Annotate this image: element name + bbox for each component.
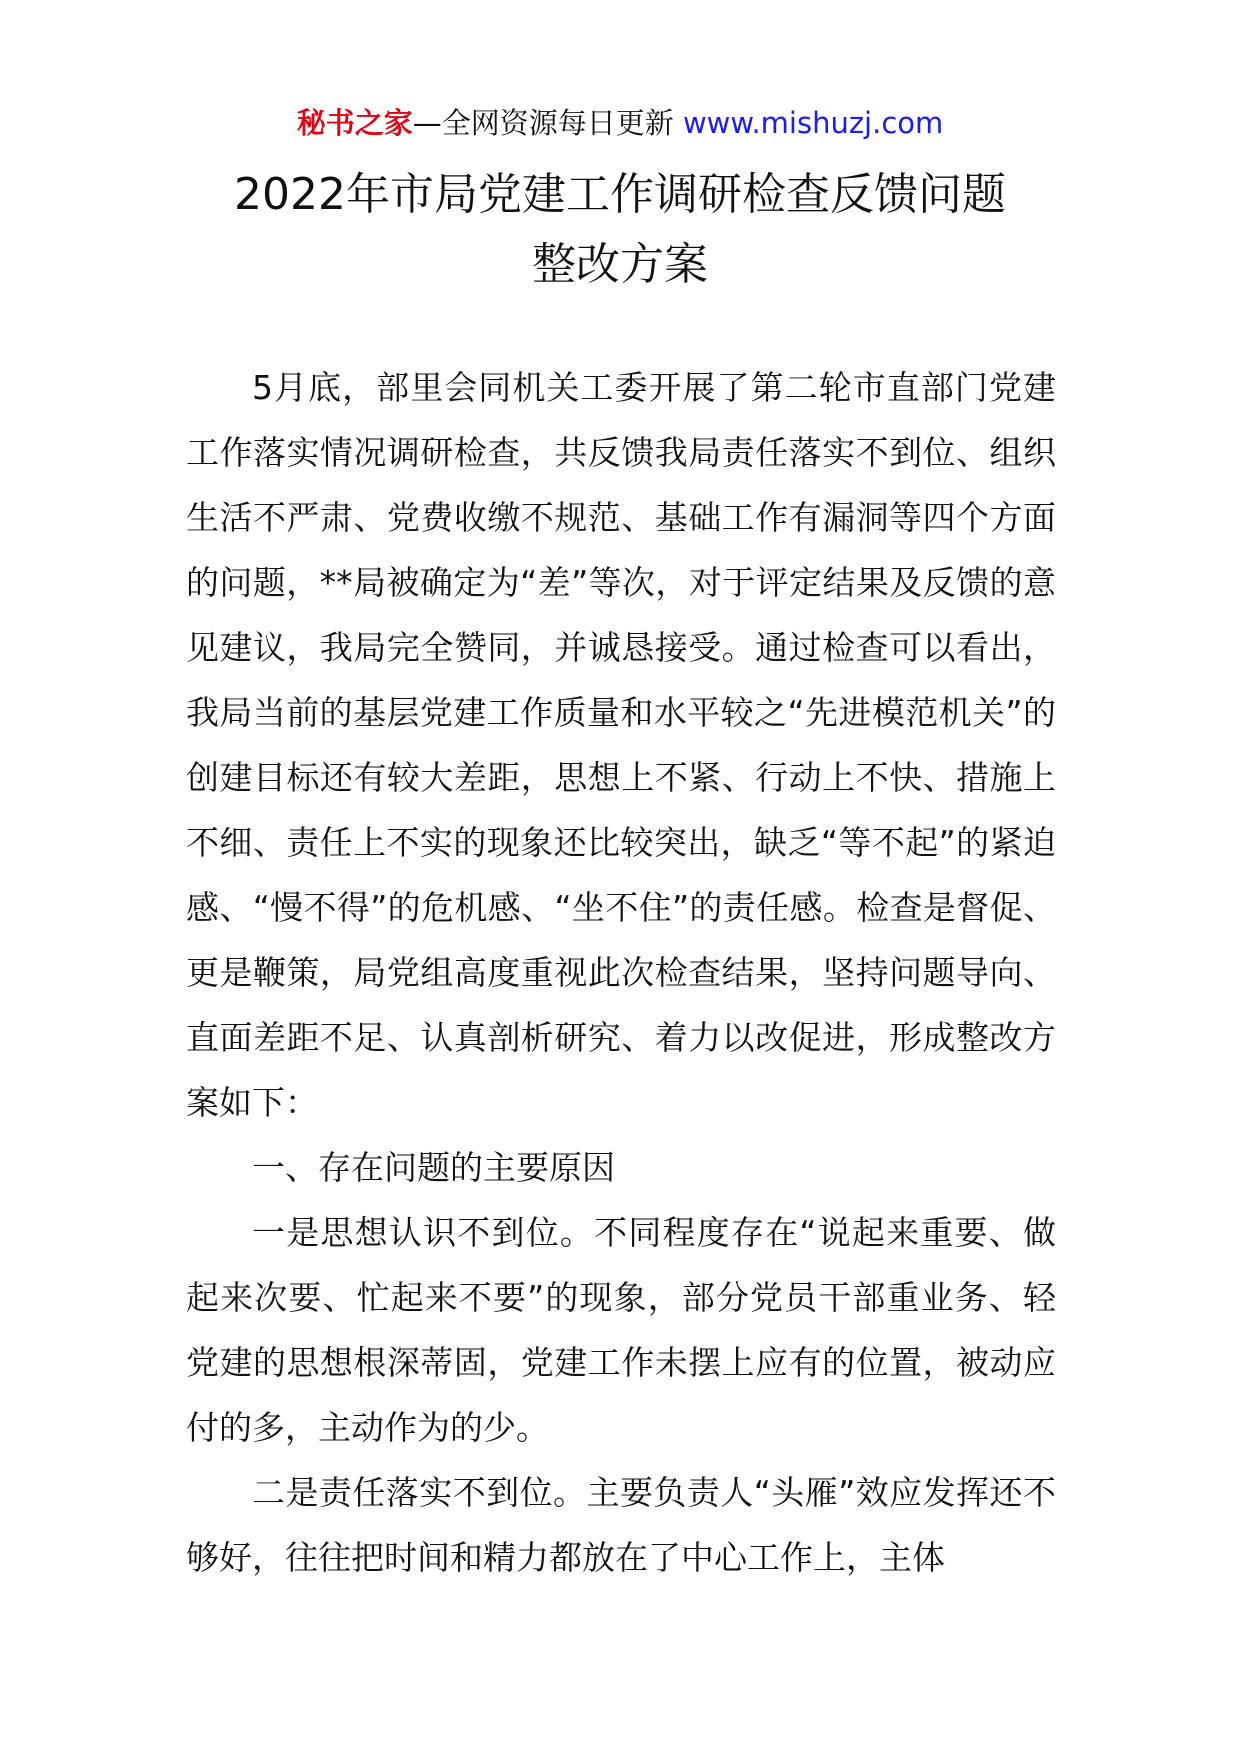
- intro-paragraph: 5月底，部里会同机关工委开展了第二轮市直部门党建工作落实情况调研检查，共反馈我局责任落实不到位、组织生活不严肃、党费收缴不规范、基础工作有漏洞等四个方面的问题，**局被确定为“差”等次，对于评定结果及反馈的意见建议，我局完全赞同，并诚恳接受。通过检查可以看出，我局当前的基层党建工作质量和水平较之“先进模范机关”的创建目标还有较大差距，思想上不紧、行动上不快、措施上不细、责任上不实的现象还比较突出，缺乏“等不起”的紧迫感、“慢不得”的危机感、“坐不住”的责任感。检查是督促、更是鞭策，局党组高度重视此次检查结果，坚持问题导向、直面差距不足、认真剖析研究、着力以改促进，形成整改方案如下：: [186, 368, 1056, 1122]
- brand-name: 秘书之家: [296, 106, 413, 140]
- body-paragraph: 二是责任落实不到位。主要负责人“头雁”效应发挥还不够好，往往把时间和精力都放在了中心工作上，主体: [186, 1473, 1056, 1577]
- title-line-2: 整改方案: [532, 239, 708, 290]
- section-heading: 一、存在问题的主要原因: [252, 1148, 615, 1187]
- body-paragraph: 一是思想认识不到位。不同程度存在“说起来重要、做起来次要、忙起来不要”的现象，部分党员干部重业务、轻党建的思想根深蒂固，党建工作未摆上应有的位置，被动应付的多，主动作为的少。: [186, 1213, 1056, 1447]
- document-body: [186, 355, 1056, 1590]
- site-url-link[interactable]: www.mishuzj.com: [682, 106, 944, 140]
- document-title: [0, 160, 1240, 300]
- header-banner: [0, 103, 1240, 143]
- header-slogan: —全网资源每日更新: [412, 106, 674, 140]
- title-line-1: 2022年市局党建工作调研检查反馈问题: [234, 169, 1006, 220]
